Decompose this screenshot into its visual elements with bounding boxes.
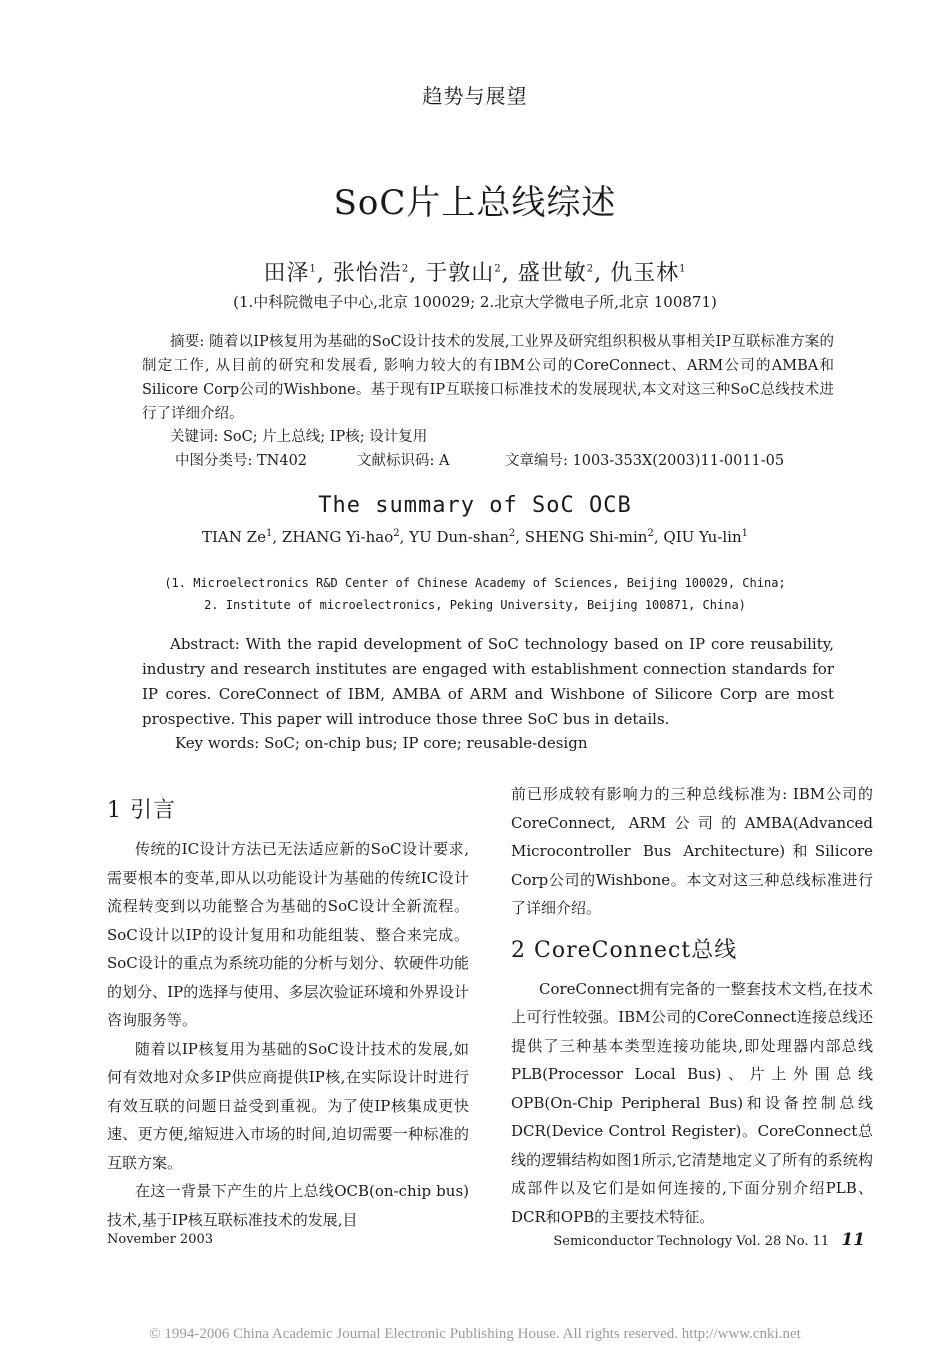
- section-1-heading: 1 引言: [107, 798, 176, 823]
- author: 于敦山$^2$: [425, 261, 502, 286]
- paragraph: 前已形成较有影响力的三种总线标准为: IBM公司的CoreConnect, ARM公司的AMBA(Advanced Microcontroller Bus Architecture)和Silicore Corp公司的Wishbone。本文对这三种总线标准进行了详细介绍。: [511, 785, 873, 917]
- paper-title-en: The summary of SoC OCB: [318, 493, 632, 518]
- running-header: 趋势与展望: [422, 84, 528, 108]
- authors-cn: 田泽$^1$, 张怡浩$^2$, 于敦山$^2$, 盛世敏$^2$, 仇玉林$^1$: [263, 261, 687, 286]
- author: ZHANG Yi-hao$^2$: [281, 528, 400, 546]
- section-2-heading: 2 CoreConnect总线: [511, 937, 738, 963]
- paragraph: 随着以IP核复用为基础的SoC设计技术的发展,如何有效地对众多IP供应商提供IP核,在实际设计时进行有效互联的问题日益受到重视。为了使IP核集成更快速、更方便,缩短进入市场的时间,迫切需要一种标准的互联方案。: [107, 1039, 469, 1172]
- left-column: [107, 793, 469, 1234]
- affiliation-line: 2. Institute of microelectronics, Peking University, Beijing 100871, China): [204, 598, 746, 612]
- author: SHENG Shi-$\min^2$: [524, 528, 654, 546]
- authors-en: TIAN Ze$^1$, ZHANG Yi-hao$^2$, YU Dun-shan$^2$, SHENG Shi-$\min^2$, QIU Yu-lin$^1$: [202, 528, 748, 546]
- abstract-en: Abstract: With the rapid development of SoC technology based on IP core reusability, industry and research institutes are engaged with establishment connection standards for IP cores. CoreConnect of IBM, AMBA of ARM and Wishbone of Silicore Corp are most prospective. This paper will introduce those three SoC bus in details.: [142, 635, 834, 728]
- footer-journal: [553, 1230, 865, 1250]
- paragraph: 传统的IC设计方法已无法适应新的SoC设计要求,需要根本的变革,即从以功能设计为基础的传统IC设计流程转变到以功能整合为基础的SoC设计全新流程。SoC设计以IP的设计复用和功能组装、整合来完成。SoC设计的重点为系统功能的分析与划分、软硬件功能的划分、IP的选择与使用、多层次验证环境和外界设计咨询服务等。: [107, 840, 469, 1029]
- classification-number: 中图分类号: TN402: [175, 453, 308, 469]
- page-number: 11: [841, 1230, 865, 1250]
- author: 田泽$^1$: [263, 261, 317, 286]
- author: QIU Yu-lin$^1$: [663, 528, 748, 546]
- footer-date: November 2003: [107, 1232, 214, 1247]
- copyright-notice: © 1994-2006 China Academic Journal Electronic Publishing House. All rights reserved. http://www.cnki.net: [149, 1326, 801, 1342]
- author: TIAN Ze$^1$: [202, 528, 273, 546]
- affiliation-line: (1. Microelectronics R&D Center of Chinese Academy of Sciences, Beijing 100029, China;: [164, 576, 786, 590]
- keywords-en: Key words: SoC; on-chip bus; IP core; reusable-design: [175, 734, 588, 752]
- paragraph: 在这一背景下产生的片上总线OCB(on-chip bus)技术,基于IP核互联标准技术的发展,目: [107, 1182, 469, 1229]
- author: 张怡浩$^2$: [332, 261, 410, 286]
- affiliation-cn: (1.中科院微电子中心,北京 100029; 2.北京大学微电子所,北京 100871): [233, 293, 717, 311]
- right-column: [511, 780, 873, 1231]
- document-code: 文献标识码: A: [357, 453, 450, 469]
- paragraph: CoreConnect拥有完备的一整套技术文档,在技术上可行性较强。IBM公司的CoreConnect连接总线还提供了三种基本类型连接功能块,即处理器内部总线PLB(Processor Local Bus)、片上外围总线OPB(On-Chip Peripheral Bus)和设备控制总线DCR(Device Control Register)。CoreConnect总线的逻辑结构如图1所示,它清楚地定义了所有的系统构成部件以及它们是如何连接的,下面分别介绍PLB、DCR和OPB的主要技术特征。: [511, 979, 873, 1226]
- abstract-cn: 摘要: 随着以IP核复用为基础的SoC设计技术的发展,工业界及研究组织积极从事相关IP互联标准方案的制定工作, 从目前的研究和发展看, 影响力较大的有IBM公司的CoreConnect、ARM公司的AMBA和Silicore Corp公司的Wishbone。基于现有IP互联接口标准技术的发展现状,本文对这三种SoC总线技术进行了详细介绍。: [142, 334, 834, 422]
- keywords-cn: 关键词: SoC; 片上总线; IP核; 设计复用: [170, 429, 428, 445]
- author: 仇玉林$^1$: [610, 261, 687, 286]
- journal-info: Semiconductor Technology Vol. 28 No. 11: [553, 1234, 830, 1249]
- article-number: 文章编号: 1003-353X(2003)11-0011-05: [505, 453, 785, 469]
- paper-title: SoC片上总线综述: [333, 183, 617, 223]
- affiliation-en: [0, 572, 950, 616]
- author: 盛世敏$^2$: [517, 261, 595, 286]
- author: YU Dun-shan$^2$: [409, 528, 516, 546]
